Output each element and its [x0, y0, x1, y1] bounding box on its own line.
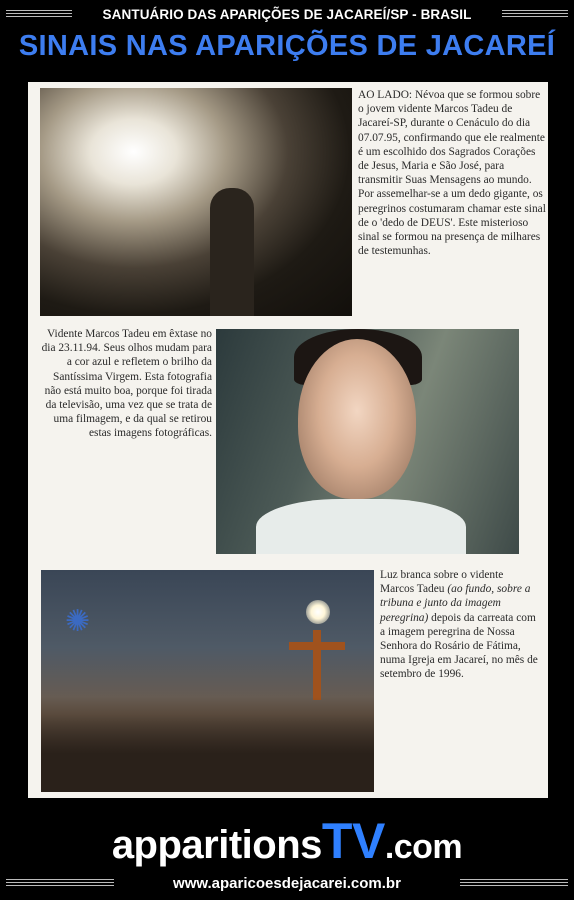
seer-face: [298, 339, 416, 499]
decorative-stripe-right: [502, 10, 568, 19]
caption-ecstasy: Vidente Marcos Tadeu em êxtase no dia 23.11.94. Seus olhos mudam para a cor azul e refletem o brilho da Santíssima Virgem. Esta fotografia não está muito boa, porque foi tirada da televisão, uma vez que se trata de uma filmagem, e da qual se retirou estas imagens fotográficas.: [41, 328, 212, 440]
caption-3-part-b: depois da carreata com a imagem peregrina de Nossa Senhora do Rosário de Fátima, numa Igreja em Jacareí, no mês de setembro de 1996.: [380, 611, 538, 681]
top-banner: [0, 0, 574, 28]
crucifix-vertical: [313, 630, 321, 700]
caption-white-light: [380, 568, 538, 682]
mist-over-seer-photo: [40, 88, 352, 316]
page-headline: SINAIS NAS APARIÇÕES DE JACAREÍ: [18, 30, 556, 62]
decorative-stripe-left: [6, 10, 72, 19]
church-light-photo: [41, 570, 374, 792]
brand-part-2: TV: [321, 813, 385, 869]
white-light: [306, 600, 330, 624]
seer-figure: [210, 188, 254, 316]
crucifix-horizontal: [289, 642, 345, 650]
decorative-stripe-left-bottom: [6, 879, 114, 888]
brand-part-1: apparitions: [111, 823, 322, 867]
url-bar: [0, 870, 574, 896]
seer-ecstasy-photo: [216, 329, 519, 554]
brand-logo: [0, 812, 574, 870]
caption-3-part-a: Luz branca sobre o vidente Marcos Tadeu: [380, 569, 504, 596]
sanctuary-title: SANTUÁRIO DAS APARIÇÕES DE JACAREÍ/SP - BRASIL: [102, 6, 472, 22]
brand-part-3: .com: [384, 828, 463, 866]
magazine-page: [28, 82, 548, 798]
caption-mist: AO LADO: Névoa que se formou sobre o jovem vidente Marcos Tadeu de Jacareí-SP, durante o Cenáculo do dia 07.07.95, confirmando que ele realmente é um escolhido dos Sagrados Corações de Jesus, Maria e São José, para transmitir Suas Mensagens ao mundo. Por assemelhar-se a um dedo gigante, os peregrinos costumaram chamar este sinal de o 'dedo de DEUS'. Este misterioso sinal se formou na presença de milhares de testemunhas.: [358, 89, 546, 258]
website-url[interactable]: www.aparicoesdejacarei.com.br: [173, 874, 401, 892]
caption-3-italic: (ao fundo, sobre a tribuna e junto da imagem peregrina): [380, 583, 531, 624]
seer-shirt: [256, 499, 466, 554]
crowd-silhouette: [41, 697, 374, 792]
stained-glass-icon: ✺: [65, 605, 91, 638]
decorative-stripe-right-bottom: [460, 879, 568, 888]
